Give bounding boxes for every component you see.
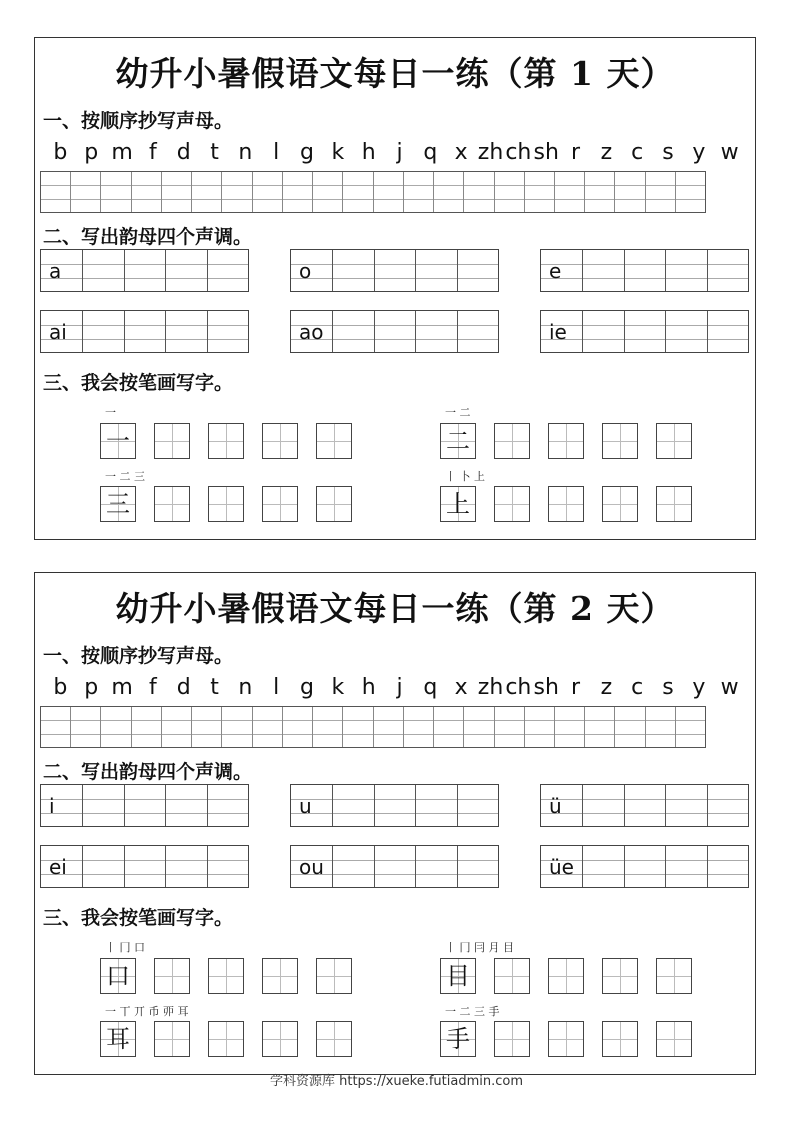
tone-write-cell[interactable] — [124, 250, 165, 291]
writing-cell[interactable] — [282, 707, 312, 747]
practice-char-box[interactable] — [548, 423, 584, 459]
initial-letter: g — [300, 675, 315, 700]
initial-letter: z — [600, 675, 613, 700]
final-cell — [541, 250, 582, 291]
stroke-order-hint: 一 二 三 手 — [445, 1005, 500, 1018]
initial-letter: y — [692, 140, 706, 165]
tone-write-cell[interactable] — [415, 846, 456, 887]
tone-grid — [40, 310, 249, 353]
practice-char-box[interactable] — [316, 958, 352, 994]
tone-write-cell[interactable] — [124, 785, 165, 826]
tone-write-cell[interactable] — [374, 250, 415, 291]
final-label: ü — [549, 794, 562, 818]
final-cell — [291, 311, 332, 352]
practice-char-box[interactable] — [656, 486, 692, 522]
final-label: ai — [49, 320, 67, 344]
section-2-label: 二、写出韵母四个声调。 — [43, 761, 253, 783]
practice-char-box[interactable] — [548, 958, 584, 994]
writing-cell[interactable] — [433, 707, 463, 747]
initial-letter: z — [600, 140, 613, 165]
section-1-label: 一、按顺序抄写声母。 — [43, 110, 234, 132]
initial-letter: f — [149, 140, 157, 165]
stroke-order-hint: 丨 冂 口 — [105, 941, 145, 954]
writing-cell[interactable] — [342, 172, 372, 212]
tone-write-cell[interactable] — [207, 785, 248, 826]
final-label: ei — [49, 855, 67, 879]
final-label: e — [549, 259, 562, 283]
initial-letter: h — [361, 140, 376, 165]
section-1-label: 一、按顺序抄写声母。 — [43, 645, 234, 667]
tone-write-cell[interactable] — [665, 785, 706, 826]
final-cell — [291, 846, 332, 887]
initials-row — [45, 673, 745, 703]
writing-cell[interactable] — [191, 707, 221, 747]
writing-cell[interactable] — [221, 707, 251, 747]
tone-write-cell[interactable] — [457, 785, 498, 826]
writing-cell[interactable] — [645, 172, 675, 212]
tone-grid — [40, 249, 249, 292]
initial-letter: t — [210, 140, 219, 165]
section-3-label: 三、我会按笔画写字。 — [43, 907, 234, 929]
initial-letter: n — [238, 140, 253, 165]
writing-cell[interactable] — [70, 172, 100, 212]
stroke-order-hint: 一 — [105, 406, 116, 419]
initials-writing-lines[interactable] — [40, 171, 706, 213]
writing-cell[interactable] — [463, 172, 493, 212]
practice-char-box[interactable] — [656, 1021, 692, 1057]
initial-letter: r — [571, 140, 581, 165]
writing-cell[interactable] — [494, 172, 524, 212]
practice-char-box[interactable] — [602, 958, 638, 994]
final-cell — [41, 846, 82, 887]
final-label: a — [49, 259, 62, 283]
model-char-box: 目 — [440, 958, 476, 994]
tone-grid — [540, 310, 749, 353]
writing-cell[interactable] — [342, 707, 372, 747]
writing-cell[interactable] — [584, 707, 614, 747]
initial-letter: w — [720, 140, 739, 165]
initial-letter: p — [84, 140, 99, 165]
initial-letter: w — [720, 675, 739, 700]
practice-char-box[interactable] — [602, 423, 638, 459]
tone-write-cell[interactable] — [207, 846, 248, 887]
tone-grid — [290, 845, 499, 888]
tone-write-cell[interactable] — [707, 846, 748, 887]
initial-letter: g — [300, 140, 315, 165]
model-char-box: 上 — [440, 486, 476, 522]
initial-letter: d — [176, 140, 191, 165]
writing-cell[interactable] — [373, 707, 403, 747]
tone-write-cell[interactable] — [124, 846, 165, 887]
tone-write-cell[interactable] — [332, 846, 373, 887]
final-cell — [41, 785, 82, 826]
initial-letter: k — [331, 140, 345, 165]
final-label: o — [299, 259, 312, 283]
writing-cell[interactable] — [252, 172, 282, 212]
practice-char-box[interactable] — [262, 1021, 298, 1057]
tone-grid — [290, 310, 499, 353]
tone-grid — [290, 249, 499, 292]
tone-write-cell[interactable] — [582, 846, 623, 887]
writing-cell[interactable] — [161, 707, 191, 747]
tone-write-cell[interactable] — [665, 311, 706, 352]
practice-char-box[interactable] — [262, 423, 298, 459]
initial-letter: zh — [477, 675, 504, 700]
tone-write-cell[interactable] — [415, 311, 456, 352]
initial-letter: m — [111, 140, 133, 165]
writing-cell[interactable] — [614, 172, 644, 212]
initial-letter: y — [692, 675, 706, 700]
tone-write-cell[interactable] — [374, 311, 415, 352]
initial-letter: sh — [533, 675, 559, 700]
final-label: üe — [549, 855, 574, 879]
initial-letter: s — [662, 675, 674, 700]
tone-write-cell[interactable] — [207, 311, 248, 352]
tone-write-cell[interactable] — [332, 311, 373, 352]
stroke-order-hint: 丨 卜 上 — [445, 470, 485, 483]
tone-grid — [540, 249, 749, 292]
writing-cell[interactable] — [131, 172, 161, 212]
writing-cell[interactable] — [554, 172, 584, 212]
practice-char-box[interactable] — [154, 958, 190, 994]
tone-grid — [540, 784, 749, 827]
model-char-box: 二 — [440, 423, 476, 459]
writing-cell[interactable] — [675, 707, 705, 747]
tone-write-cell[interactable] — [707, 250, 748, 291]
day-card — [34, 572, 756, 1075]
writing-cell[interactable] — [584, 172, 614, 212]
tone-write-cell[interactable] — [665, 846, 706, 887]
writing-cell[interactable] — [131, 707, 161, 747]
model-char-box: 口 — [100, 958, 136, 994]
initial-letter: x — [454, 675, 468, 700]
practice-char-box[interactable] — [208, 486, 244, 522]
final-cell — [41, 250, 82, 291]
practice-char-box[interactable] — [602, 486, 638, 522]
initial-letter: x — [454, 140, 468, 165]
practice-char-box[interactable] — [154, 486, 190, 522]
tone-write-cell[interactable] — [82, 311, 123, 352]
initial-letter: ch — [505, 675, 532, 700]
writing-cell[interactable] — [554, 707, 584, 747]
final-cell — [541, 311, 582, 352]
model-char-box: 三 — [100, 486, 136, 522]
tone-write-cell[interactable] — [624, 846, 665, 887]
initial-letter: r — [571, 675, 581, 700]
writing-cell[interactable] — [100, 172, 130, 212]
writing-cell[interactable] — [675, 172, 705, 212]
writing-cell[interactable] — [41, 707, 70, 747]
initial-letter: c — [631, 140, 644, 165]
writing-cell[interactable] — [282, 172, 312, 212]
tone-write-cell[interactable] — [457, 250, 498, 291]
practice-char-box[interactable] — [656, 423, 692, 459]
tone-write-cell[interactable] — [332, 785, 373, 826]
writing-cell[interactable] — [312, 707, 342, 747]
writing-cell[interactable] — [70, 707, 100, 747]
writing-cell[interactable] — [524, 172, 554, 212]
initial-letter: m — [111, 675, 133, 700]
model-char-box: 耳 — [100, 1021, 136, 1057]
tone-grid — [40, 845, 249, 888]
practice-char-box[interactable] — [548, 1021, 584, 1057]
tone-write-cell[interactable] — [582, 311, 623, 352]
practice-char-box[interactable] — [602, 1021, 638, 1057]
initial-letter: f — [149, 675, 157, 700]
tone-write-cell[interactable] — [415, 250, 456, 291]
writing-cell[interactable] — [403, 172, 433, 212]
tone-write-cell[interactable] — [415, 785, 456, 826]
initial-letter: l — [273, 140, 280, 165]
writing-cell[interactable] — [252, 707, 282, 747]
practice-char-box[interactable] — [208, 423, 244, 459]
initial-letter: t — [210, 675, 219, 700]
tone-write-cell[interactable] — [207, 250, 248, 291]
initial-letter: k — [331, 675, 345, 700]
initial-letter: b — [53, 675, 68, 700]
writing-cell[interactable] — [41, 172, 70, 212]
footer-source: 学科资源库 https://xueke.futiadmin.com — [269, 1074, 523, 1089]
writing-cell[interactable] — [221, 172, 251, 212]
stroke-order-hint: 一 丅 丌 币 丣 耳 — [105, 1005, 189, 1018]
practice-char-box[interactable] — [316, 486, 352, 522]
initial-letter: l — [273, 675, 280, 700]
tone-write-cell[interactable] — [165, 785, 206, 826]
final-label: i — [49, 794, 55, 818]
tone-write-cell[interactable] — [165, 250, 206, 291]
practice-char-box[interactable] — [494, 423, 530, 459]
writing-cell[interactable] — [161, 172, 191, 212]
day-card — [34, 37, 756, 540]
tone-grid — [40, 784, 249, 827]
final-cell — [541, 785, 582, 826]
practice-char-box[interactable] — [494, 958, 530, 994]
practice-char-box[interactable] — [154, 1021, 190, 1057]
initial-letter: d — [176, 675, 191, 700]
tone-write-cell[interactable] — [624, 311, 665, 352]
day-title: 幼升小暑假语文每日一练（第 2 天） — [115, 589, 675, 628]
tone-write-cell[interactable] — [707, 785, 748, 826]
initial-letter: c — [631, 675, 644, 700]
initial-letter: q — [423, 140, 438, 165]
stroke-order-hint: 一 二 — [445, 406, 471, 419]
section-3-label: 三、我会按笔画写字。 — [43, 372, 234, 394]
practice-char-box[interactable] — [316, 1021, 352, 1057]
initial-letter: n — [238, 675, 253, 700]
initial-letter: j — [396, 675, 403, 700]
final-label: ou — [299, 855, 324, 879]
stroke-order-hint: 一 二 三 — [105, 470, 145, 483]
writing-cell[interactable] — [614, 707, 644, 747]
section-2-label: 二、写出韵母四个声调。 — [43, 226, 253, 248]
final-cell — [541, 846, 582, 887]
final-cell — [41, 311, 82, 352]
final-cell — [291, 785, 332, 826]
writing-cell[interactable] — [191, 172, 221, 212]
initial-letter: p — [84, 675, 99, 700]
tone-write-cell[interactable] — [582, 785, 623, 826]
tone-write-cell[interactable] — [707, 311, 748, 352]
initial-letter: b — [53, 140, 68, 165]
writing-cell[interactable] — [645, 707, 675, 747]
model-char-box: 手 — [440, 1021, 476, 1057]
initial-letter: sh — [533, 140, 559, 165]
tone-write-cell[interactable] — [82, 846, 123, 887]
final-cell — [291, 250, 332, 291]
writing-cell[interactable] — [403, 707, 433, 747]
initial-letter: ch — [505, 140, 532, 165]
final-label: ie — [549, 320, 567, 344]
initial-letter: j — [396, 140, 403, 165]
tone-write-cell[interactable] — [374, 785, 415, 826]
final-label: ao — [299, 320, 324, 344]
tone-write-cell[interactable] — [82, 785, 123, 826]
stroke-order-hint: 丨 冂 冃 月 目 — [445, 941, 514, 954]
tone-write-cell[interactable] — [665, 250, 706, 291]
writing-cell[interactable] — [494, 707, 524, 747]
tone-write-cell[interactable] — [624, 785, 665, 826]
practice-char-box[interactable] — [494, 486, 530, 522]
writing-cell[interactable] — [433, 172, 463, 212]
writing-cell[interactable] — [100, 707, 130, 747]
writing-cell[interactable] — [463, 707, 493, 747]
practice-char-box[interactable] — [656, 958, 692, 994]
tone-write-cell[interactable] — [124, 311, 165, 352]
practice-char-box[interactable] — [316, 423, 352, 459]
tone-write-cell[interactable] — [457, 311, 498, 352]
final-label: u — [299, 794, 312, 818]
day-title: 幼升小暑假语文每日一练（第 1 天） — [115, 54, 675, 93]
practice-char-box[interactable] — [208, 1021, 244, 1057]
tone-write-cell[interactable] — [165, 311, 206, 352]
writing-cell[interactable] — [312, 172, 342, 212]
initial-letter: q — [423, 675, 438, 700]
tone-write-cell[interactable] — [332, 250, 373, 291]
tone-write-cell[interactable] — [82, 250, 123, 291]
tone-write-cell[interactable] — [457, 846, 498, 887]
writing-cell[interactable] — [524, 707, 554, 747]
tone-grid — [290, 784, 499, 827]
practice-char-box[interactable] — [262, 486, 298, 522]
practice-char-box[interactable] — [548, 486, 584, 522]
initial-letter: h — [361, 675, 376, 700]
writing-cell[interactable] — [373, 172, 403, 212]
initials-writing-lines[interactable] — [40, 706, 706, 748]
tone-write-cell[interactable] — [582, 250, 623, 291]
practice-char-box[interactable] — [208, 958, 244, 994]
tone-write-cell[interactable] — [165, 846, 206, 887]
model-char-box: 一 — [100, 423, 136, 459]
initials-row — [45, 138, 745, 168]
practice-char-box[interactable] — [154, 423, 190, 459]
tone-write-cell[interactable] — [624, 250, 665, 291]
practice-char-box[interactable] — [494, 1021, 530, 1057]
tone-grid — [540, 845, 749, 888]
tone-write-cell[interactable] — [374, 846, 415, 887]
initial-letter: s — [662, 140, 674, 165]
initial-letter: zh — [477, 140, 504, 165]
practice-char-box[interactable] — [262, 958, 298, 994]
